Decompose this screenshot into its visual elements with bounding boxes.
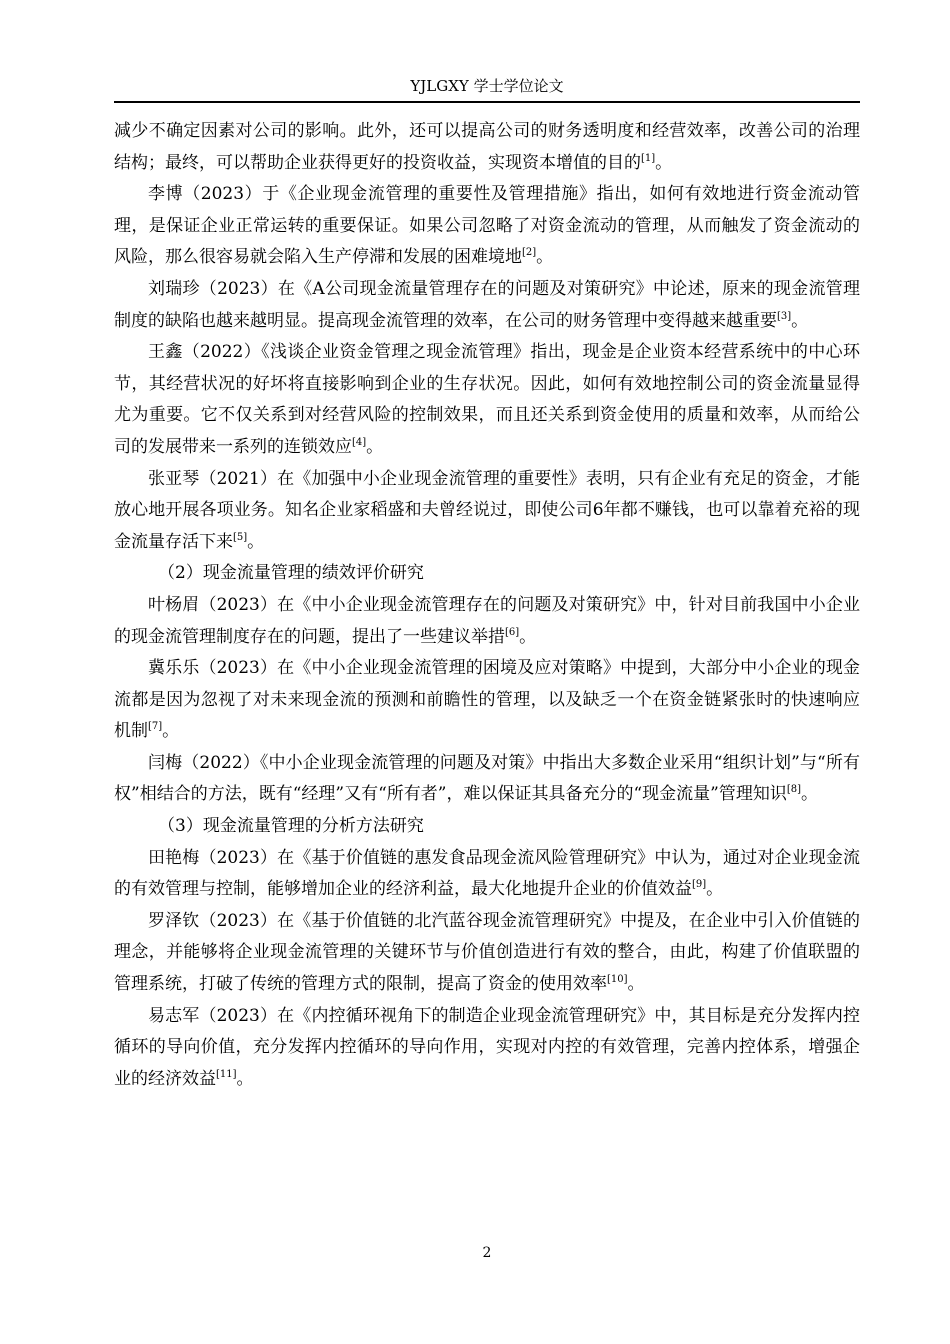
citation-ref: [3] xyxy=(777,310,792,322)
paragraph-11 xyxy=(114,1001,860,1096)
paragraph-tail: 。 xyxy=(247,531,265,552)
citation-ref: [7] xyxy=(148,721,163,733)
citation-ref: [10] xyxy=(607,974,628,986)
paragraph-tail: 。 xyxy=(706,879,724,900)
paragraph-text: 闫梅（2022）《中小企业现金流管理的问题及对策》中指出大多数企业采用“组织计划”与“所有权”相结合的方法，既有“经理”又有“所有者”，难以保证其具备充分的“现金流量”管理知识 xyxy=(114,752,860,805)
paragraph-4 xyxy=(114,337,860,463)
paragraph-tail: 。 xyxy=(236,1068,254,1089)
citation-ref: [1] xyxy=(641,152,656,164)
heading-text: （3）现金流量管理的分析方法研究 xyxy=(158,816,424,837)
paragraph-tail: 。 xyxy=(536,247,554,268)
paragraph-tail: 。 xyxy=(801,784,819,805)
citation-ref: [2] xyxy=(522,247,537,259)
paragraph-text: 易志军（2023）在《内控循环视角下的制造企业现金流管理研究》中，其目标是充分发挥内控循环的导向价值，充分发挥内控循环的导向作用，实现对内控的有效管理，完善内控体系，增强企业的经济效益 xyxy=(114,1005,860,1089)
citation-ref: [6] xyxy=(505,626,520,638)
paragraph-text: 刘瑞珍（2023）在《A公司现金流量管理存在的问题及对策研究》中论述，原来的现金流管理制度的缺陷也越来越明显。提高现金流管理的效率，在公司的财务管理中变得越来越重要 xyxy=(114,278,860,331)
paragraph-7 xyxy=(114,653,860,748)
citation-ref: [5] xyxy=(233,531,248,543)
paragraph-tail: 。 xyxy=(162,721,180,742)
paragraph-text: 李博（2023）于《企业现金流管理的重要性及管理措施》指出，如何有效地进行资金流动管理，是保证企业正常运转的重要保证。如果公司忽略了对资金流动的管理，从而触发了资金流动的风险，那么很容易就会陷入生产停滞和发展的困难境地 xyxy=(114,184,860,268)
section-heading-3 xyxy=(114,811,860,843)
paragraph-text: 减少不确定因素对公司的影响。此外，还可以提高公司的财务透明度和经营效率，改善公司的治理结构；最终，可以帮助企业获得更好的投资收益，实现资本增值的目的 xyxy=(114,121,860,173)
paragraph-tail: 。 xyxy=(627,974,645,995)
citation-ref: [11] xyxy=(216,1068,237,1080)
paragraph-text: 罗泽钦（2023）在《基于价值链的北汽蓝谷现金流管理研究》中提及，在企业中引入价值链的理念，并能够将企业现金流管理的关键环节与价值创造进行有效的整合，由此，构建了价值联盟的管理系统，打破了传统的管理方式的限制，提高了资金的使用效率 xyxy=(114,910,860,995)
citation-ref: [4] xyxy=(352,436,367,448)
citation-ref: [9] xyxy=(692,879,707,891)
paragraph-text: 冀乐乐（2023）在《中小企业现金流管理的困境及应对策略》中提到，大部分中小企业的现金流都是因为忽视了对未来现金流的预测和前瞻性的管理，以及缺乏一个在资金链紧张时的快速响应机制 xyxy=(114,658,860,742)
paragraph-text: 叶杨眉（2023）在《中小企业现金流管理存在的问题及对策研究》中，针对目前我国中小企业的现金流管理制度存在的问题，提出了一些建议举措 xyxy=(114,594,860,647)
paragraph-text: 王鑫（2022）《浅谈企业资金管理之现金流管理》指出，现金是企业资本经营系统中的中心环节，其经营状况的好坏将直接影响到企业的生存状况。因此，如何有效地控制公司的资金流量显得尤为重要。它不仅关系到对经营风险的控制效果，而且还关系到资金使用的质量和效率，从而给公司的发展带来一系列的连锁效应 xyxy=(114,342,860,457)
paragraph-8 xyxy=(114,748,860,811)
citation-ref: [8] xyxy=(786,784,802,796)
paragraph-text: 田艳梅（2023）在《基于价值链的惠发食品现金流风险管理研究》中认为，通过对企业现金流的有效管理与控制，能够增加企业的经济利益，最大化地提升企业的价值效益 xyxy=(114,847,860,900)
paragraph-9 xyxy=(114,843,860,906)
paragraph-5 xyxy=(114,464,860,559)
running-header: YJLGXY 学士学位论文 xyxy=(410,77,564,95)
paragraph-text: 张亚琴（2021）在《加强中小企业现金流管理的重要性》表明，只有企业有充足的资金，才能放心地开展各项业务。知名企业家稻盛和夫曾经说过，即使公司6年都不赚钱，也可以靠着充裕的现金流量存活下来 xyxy=(114,468,860,552)
paragraph-tail: 。 xyxy=(791,310,809,331)
paragraph-2 xyxy=(114,179,860,274)
heading-text: （2）现金流量管理的绩效评价研究 xyxy=(158,563,424,584)
body-text xyxy=(114,116,860,1095)
section-heading-2 xyxy=(114,558,860,590)
paragraph-1 xyxy=(114,116,860,179)
paragraph-tail: 。 xyxy=(519,626,537,647)
paragraph-tail: 。 xyxy=(366,436,384,457)
paragraph-tail: 。 xyxy=(655,152,673,173)
paragraph-6 xyxy=(114,590,860,653)
paragraph-10 xyxy=(114,906,860,1001)
page-number: 2 xyxy=(482,1245,492,1261)
header-rule xyxy=(114,101,860,103)
paragraph-3 xyxy=(114,274,860,337)
